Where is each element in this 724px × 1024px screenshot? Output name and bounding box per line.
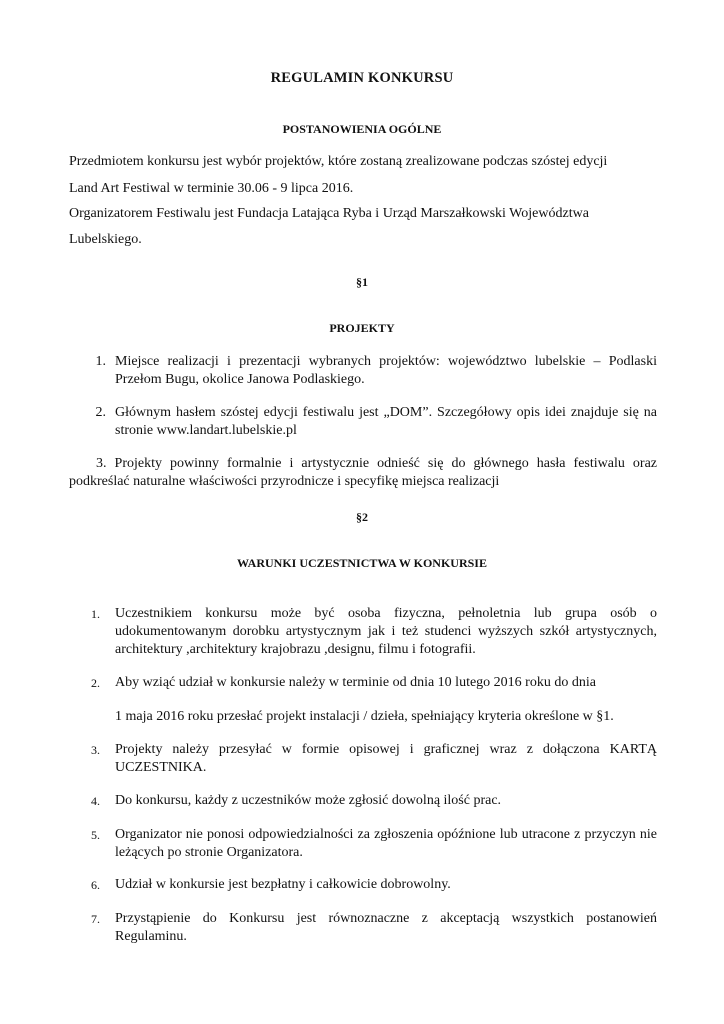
general-line: Organizatorem Festiwalu jest Fundacja Latająca Ryba i Urząd Marszałkowski Województwa bbox=[69, 206, 589, 221]
section1-symbol: §1 bbox=[356, 275, 368, 289]
list-item-text: Uczestnikiem konkursu może być osoba fizyczna, pełnoletnia lub grupa osób o udokumentowanym dorobku artystycznym jak i też studenci wyższych szkół artystycznych, architektury ,architektury krajobrazu ,designu, filmu i fotografii. bbox=[115, 606, 657, 657]
section1-heading: PROJEKTY bbox=[329, 321, 395, 335]
general-line: Przedmiotem konkursu jest wybór projektów, które zostaną zrealizowane podczas szóstej edycji bbox=[69, 154, 608, 169]
list-item-number: 5. bbox=[91, 828, 100, 842]
list-item-text: Projekty należy przesyłać w formie opisowej i graficznej wraz z dołączona KARTĄ UCZESTNIKA. bbox=[115, 742, 657, 775]
list-item-number: 4. bbox=[91, 794, 100, 808]
list-item-text: Przystąpienie do Konkursu jest równoznaczne z akceptacją wszystkich postanowień Regulaminu. bbox=[115, 911, 657, 944]
list-item-text: Głównym hasłem szóstej edycji festiwalu jest „DOM”. Szczegółowy opis idei znajduje się na stronie www.landart.lubelskie.pl bbox=[115, 405, 657, 438]
list-item-text: Miejsce realizacji i prezentacji wybranych projektów: województwo lubelskie – Podlaski Przełom Bugu, okolice Janowa Podlaskiego. bbox=[115, 354, 657, 387]
general-heading: POSTANOWIENIA OGÓLNE bbox=[282, 122, 442, 136]
list-item-text: 3. Projekty powinny formalnie i artystycznie odnieść się do głównego hasła festiwalu oraz bbox=[96, 456, 657, 471]
list-item-text: 1 maja 2016 roku przesłać projekt instalacji / dzieła, spełniający kryteria określone w §1. bbox=[115, 709, 614, 724]
document-title: REGULAMIN KONKURSU bbox=[270, 70, 454, 86]
list-item-text: Aby wziąć udział w konkursie należy w terminie od dnia 10 lutego 2016 roku do dnia bbox=[115, 675, 596, 690]
list-item-text: Do konkursu, każdy z uczestników może zgłosić dowolną ilość prac. bbox=[115, 793, 502, 808]
list-item-number: 1. bbox=[95, 354, 106, 369]
list-item-text: podkreślać naturalne właściwości przyrodnicze i specyfikę miejsca realizacji bbox=[69, 474, 500, 489]
list-item-number: 1. bbox=[91, 607, 100, 621]
list-item-number: 6. bbox=[91, 878, 100, 892]
section2-symbol: §2 bbox=[356, 510, 368, 524]
general-line: Lubelskiego. bbox=[69, 232, 142, 247]
list-item-number: 3. bbox=[91, 743, 100, 757]
section2-heading: WARUNKI UCZESTNICTWA W KONKURSIE bbox=[237, 556, 487, 570]
list-item-number: 7. bbox=[91, 912, 100, 926]
list-item-number: 2. bbox=[95, 405, 106, 420]
list-item-number: 2. bbox=[91, 676, 100, 690]
list-item-text: Organizator nie ponosi odpowiedzialności za zgłoszenia opóźnione lub utracone z przyczyn nie leżących po stronie Organizatora. bbox=[115, 827, 657, 860]
list-item-text: Udział w konkursie jest bezpłatny i całkowicie dobrowolny. bbox=[115, 877, 451, 892]
general-line: Land Art Festiwal w terminie 30.06 - 9 lipca 2016. bbox=[69, 181, 354, 196]
